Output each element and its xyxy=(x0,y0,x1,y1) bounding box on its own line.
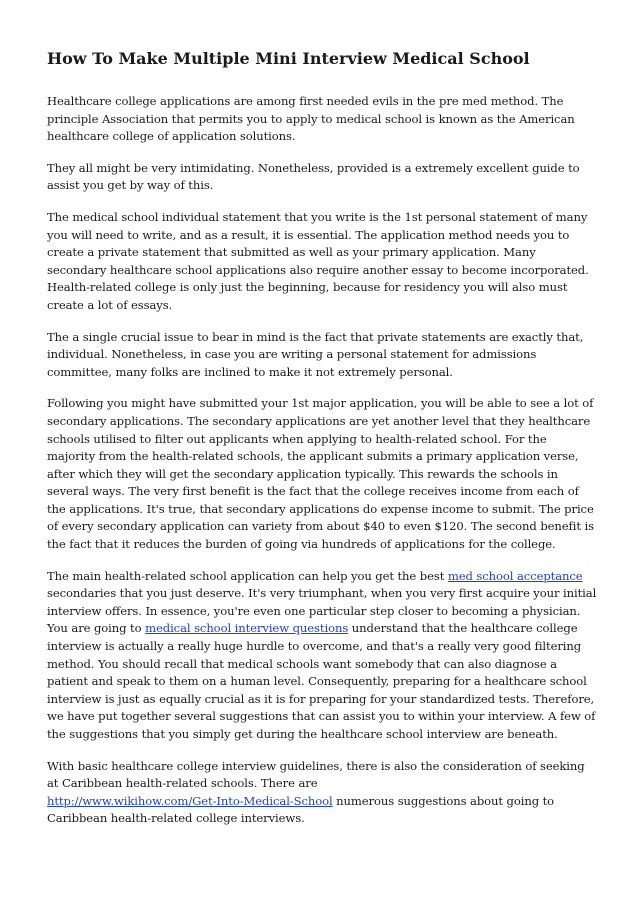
med-school-acceptance-link[interactable]: med school acceptance xyxy=(447,568,583,583)
paragraph-7-text-a: With basic healthcare college interview guidelines, there is also the consideration of seeking at Caribbean health-related schools. There are xyxy=(47,758,585,791)
paragraph-6-text-b: secondaries that you just deserve. It's very triumphant, when you very first acquire your initial interview offers. In essence, you're even one particular step closer to becoming a physician. You are going to xyxy=(47,586,597,636)
page-title: How To Make Multiple Mini Interview Medical School xyxy=(47,49,530,68)
paragraph-6 xyxy=(47,568,597,744)
paragraph-7-text-b: numerous suggestions about going to Caribbean health-related college interviews. xyxy=(47,793,555,826)
paragraph-7 xyxy=(47,758,597,828)
wikihow-link[interactable]: http://www.wikihow.com/Get-Into-Medical-School xyxy=(47,793,333,808)
paragraph-6-text-c: understand that the healthcare college interview is actually a really huge hurdle to overcome, and that's a really very good filtering method. You should recall that medical schools want somebody that can also diagnose a patient and speak to them on a human level. Consequently, preparing for a healthcare school interview is just as equally crucial as it is for preparing for your standardized tests. Therefore, we have put together several suggestions that can assist you to within your interview. A few of the suggestions that you simply get during the healthcare school interview are beneath. xyxy=(47,621,596,741)
paragraph-4: The a single crucial issue to bear in mind is the fact that private statements are exactly that, individual. Nonetheless, in case you are writing a personal statement for admissions committee, many folks are inclined to make it not extremely personal. xyxy=(47,329,584,379)
paragraph-3: The medical school individual statement that you write is the 1st personal statement of many you will need to write, and as a result, it is essential. The application method needs you to create a private statement that submitted as well as your primary application. Many secondary healthcare school applications also require another essay to become incorporated. Health-related college is only just the beginning, because for residency you will also must create a lot of essays. xyxy=(47,209,589,312)
paragraph-1: Healthcare college applications are among first needed evils in the pre med method. The principle Association that permits you to apply to medical school is known as the American healthcare college of application solutions. xyxy=(47,94,575,144)
article xyxy=(47,48,597,842)
paragraph-6-text-a: The main health-related school application can help you get the best xyxy=(47,568,448,583)
paragraph-2: They all might be very intimidating. Nonetheless, provided is a extremely excellent guide to assist you get by way of this. xyxy=(47,160,580,193)
paragraph-5: Following you might have submitted your 1st major application, you will be able to see a lot of secondary applications. The secondary applications are yet another level that they healthcare schools utilised to filter out applicants when applying to health-related school. For the majority from the health-related schools, the applicant submits a primary application verse, after which they will get the secondary application typically. This rewards the schools in several ways. The very first benefit is the fact that the college receives income from each of the applications. It's true, that secondary applications do expense income to submit. The price of every secondary application can variety from about $40 to even $120. The second benefit is the fact that it reduces the burden of going via hundreds of applications for the college. xyxy=(47,396,594,552)
interview-questions-link[interactable]: medical school interview questions xyxy=(145,621,349,636)
